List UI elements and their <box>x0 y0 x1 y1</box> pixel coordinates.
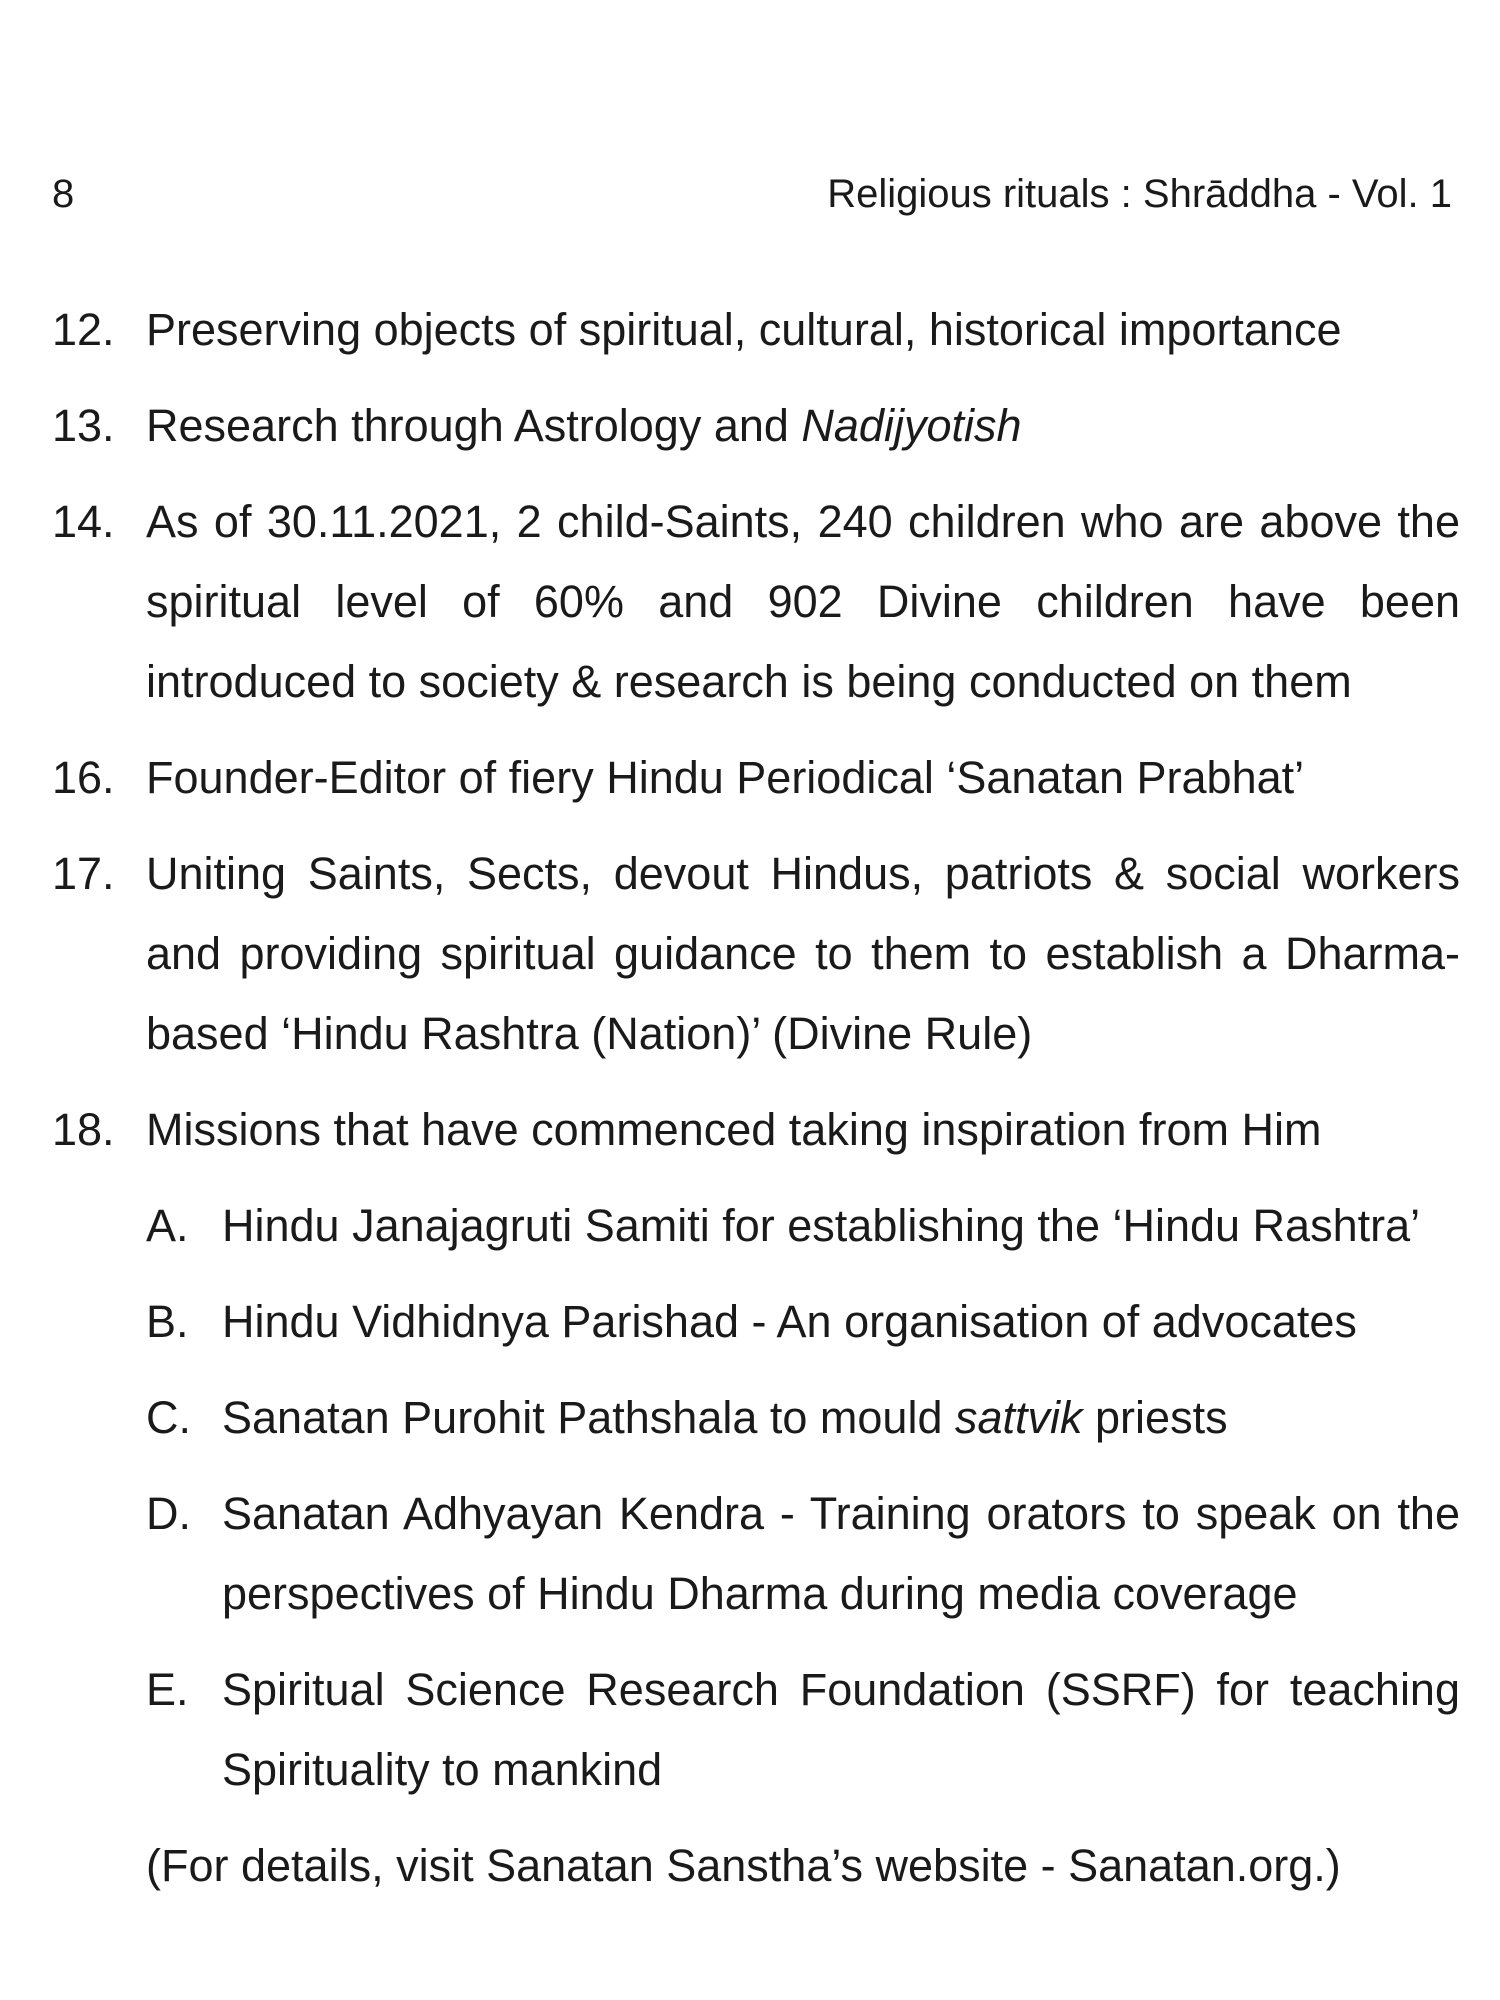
sub-item-letter: D. <box>146 1488 191 1539</box>
sub-item-text-plain-end: priests <box>1082 1392 1228 1443</box>
item-text: Uniting Saints, Sects, devout Hindus, patriots & social workers and providing spiritual guidance to them to establish a Dharma-based ‘Hindu Rashtra (Nation)’ (Divine Rule) <box>146 848 1460 1059</box>
item-number: 12. <box>52 304 115 355</box>
sub-item-text: Spiritual Science Research Foundation (SSRF) for teaching Spirituality to mankind <box>222 1664 1460 1795</box>
list-item-14 <box>52 482 1460 722</box>
item-number: 18. <box>52 1104 115 1155</box>
item-text: Missions that have commenced taking inspiration from Him <box>146 1104 1322 1155</box>
sub-item-text: Hindu Janajagruti Samiti for establishing the ‘Hindu Rashtra’ <box>222 1200 1421 1251</box>
item-text: Founder-Editor of fiery Hindu Periodical ‘Sanatan Prabhat’ <box>146 752 1305 803</box>
list-item-17 <box>52 834 1460 1074</box>
item-number: 16. <box>52 752 115 803</box>
item-number: 17. <box>52 848 115 899</box>
sub-item-letter: E. <box>146 1664 189 1715</box>
sub-item-text-plain: Sanatan Purohit Pathshala to mould <box>222 1392 955 1443</box>
page-body <box>52 290 1460 1906</box>
sub-item-letter: C. <box>146 1392 191 1443</box>
running-head: Religious rituals : Shrāddha - Vol. 1 <box>827 172 1452 216</box>
item-text: As of 30.11.2021, 2 child-Saints, 240 children who are above the spiritual level of 60% and 902 Divine children have been introduced to society & research is being conducted on them <box>146 496 1460 707</box>
sub-item-text <box>222 1378 1460 1458</box>
list-item-18 <box>52 1090 1460 1170</box>
list-item-12 <box>52 290 1460 370</box>
page-header <box>52 164 1452 224</box>
sub-item-e <box>146 1650 1460 1810</box>
page-number: 8 <box>52 172 75 216</box>
list-item-16 <box>52 738 1460 818</box>
item-number: 13. <box>52 400 115 451</box>
sub-item-text: Sanatan Adhyayan Kendra - Training orators to speak on the perspectives of Hindu Dharma during media coverage <box>222 1488 1460 1619</box>
sub-item-c <box>146 1378 1460 1458</box>
sub-item-text: Hindu Vidhidnya Parishad - An organisation of advocates <box>222 1296 1357 1347</box>
sub-item-a <box>146 1186 1460 1266</box>
item-number: 14. <box>52 496 115 547</box>
item-text <box>146 386 1460 466</box>
sub-item-letter: B. <box>146 1296 189 1347</box>
sub-item-letter: A. <box>146 1200 189 1251</box>
sub-item-b <box>146 1282 1460 1362</box>
item-text: Preserving objects of spiritual, cultural, historical importance <box>146 304 1342 355</box>
details-note: (For details, visit Sanatan Sanstha’s website - Sanatan.org.) <box>146 1840 1341 1891</box>
sub-item-d <box>146 1474 1460 1634</box>
item-text-italic: Nadijyotish <box>801 400 1022 451</box>
item-text-plain: Research through Astrology and <box>146 400 802 451</box>
sub-item-text-italic: sattvik <box>955 1392 1083 1443</box>
list-item-13 <box>52 386 1460 466</box>
